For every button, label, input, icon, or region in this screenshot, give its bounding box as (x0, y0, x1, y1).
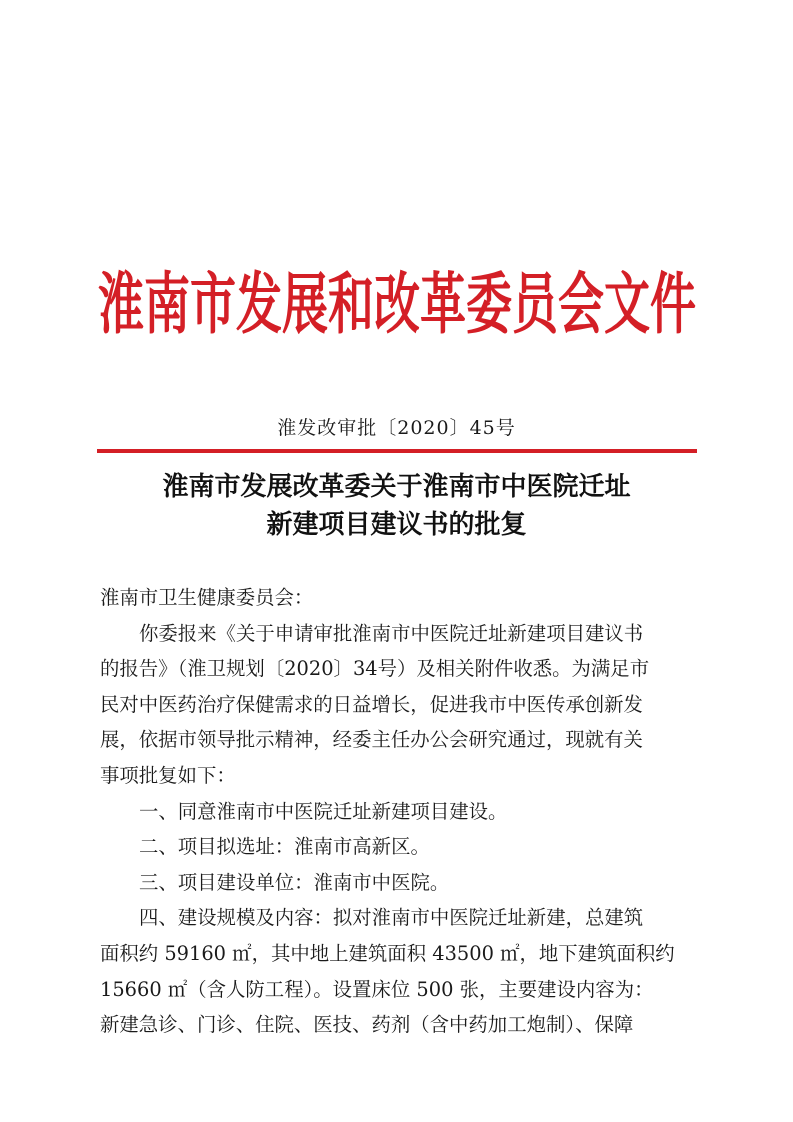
document-title (90, 468, 703, 544)
red-divider-line (97, 449, 697, 453)
body-line: 15660 ㎡（含人防工程）。设置床位 500 张，主要建设内容为： (100, 977, 654, 1001)
body-line: 的报告》（淮卫规划〔2020〕34号）及相关附件收悉。为满足市 (100, 657, 650, 681)
body-line: 你委报来《关于申请审批淮南市中医院迁址新建项目建议书 (139, 621, 644, 645)
body-line: 新建急诊、门诊、住院、医技、药剂（含中药加工炮制）、保障 (100, 1013, 634, 1037)
body-line: 一、同意淮南市中医院迁址新建项目建设。 (139, 799, 508, 823)
body-line: 展，依据市领导批示精神，经委主任办公会研究通过，现就有关 (100, 728, 643, 752)
body-line: 民对中医药治疗保健需求的日益增长，促进我市中医传承创新发 (100, 692, 643, 716)
body-line: 三、项目建设单位：淮南市中医院。 (139, 870, 450, 894)
body-line: 事项批复如下： (100, 763, 236, 787)
issuer-header: 淮南市发展和改革委员会文件 (98, 264, 696, 344)
document-body (100, 580, 700, 1043)
addressee: 淮南市卫生健康委员会： (100, 586, 314, 609)
body-line: 二、项目拟选址：淮南市高新区。 (139, 835, 430, 859)
title-line-2: 新建项目建议书的批复 (266, 510, 527, 540)
body-line: 面积约 59160 ㎡，其中地上建筑面积 43500 ㎡，地下建筑面积约 (100, 941, 675, 965)
title-line-1: 淮南市发展改革委关于淮南市中医院迁址 (162, 472, 631, 502)
document-number: 淮发改审批〔2020〕45号 (277, 417, 516, 439)
body-line: 四、建设规模及内容：拟对淮南市中医院迁址新建，总建筑 (139, 906, 644, 930)
